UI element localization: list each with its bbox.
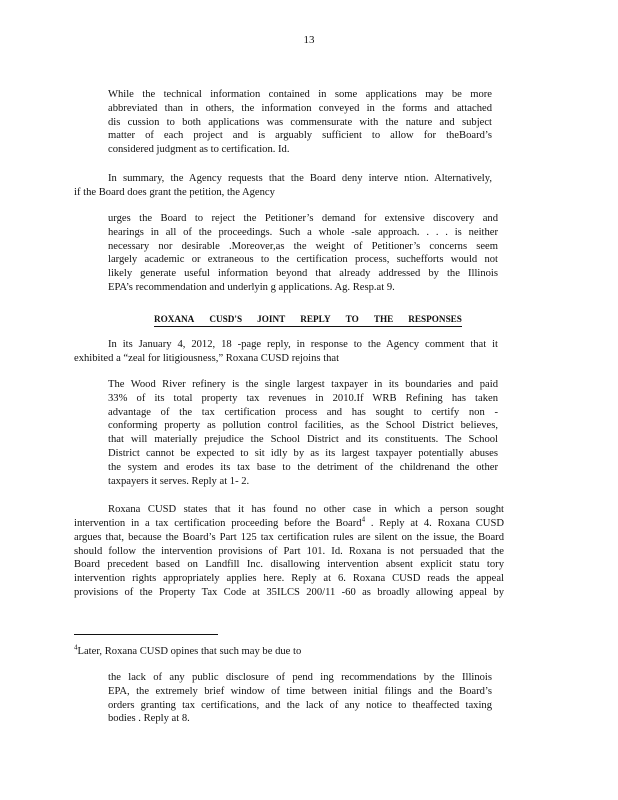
text-line: argues that, because the Board’s Part 125 tax certification rules are silent on the issue, the Board	[74, 531, 504, 543]
block-quote-roxana	[108, 378, 498, 488]
text-line: hearings in all of the proceedings. Such a whole -sale approach. . . . is neither	[108, 226, 498, 238]
text-fragment: intervention in a tax certification proceeding before the Board	[74, 518, 362, 529]
text-line: conforming property as pollution control facilities, as the School District believes,	[108, 420, 498, 432]
text-line: orders granting tax certifications, and the lack of any notice to theaffected taxing	[108, 699, 492, 711]
heading-word: CUSD'S	[209, 314, 243, 324]
text-line: provisions of the Property Tax Code at 35ILCS 200/11 -60 as broadly allowing appeal by	[74, 586, 504, 598]
text-line: The Wood River refinery is the single largest taxpayer in its boundaries and paid	[108, 379, 498, 390]
text-line: necessary nor desirable .Moreover,as the weight of Petitioner’s concerns seem	[108, 240, 498, 252]
heading-word: TO	[345, 314, 359, 324]
text-line: Board precedent based on Landfill Inc. disallowing intervention absent explicit statu tory	[74, 559, 504, 571]
text-line: should follow the intervention provisions of Part 101. Id. Roxana is not persuaded that the	[74, 545, 504, 557]
text-line: District cannot be expected to sit idly by as its largest taxpayer potentially abuses	[108, 447, 498, 459]
text-line: the lack of any public disclosure of pend ing recommendations by the Illinois	[108, 672, 492, 683]
heading-word: REPLY	[300, 314, 331, 324]
text-line: considered judgment as to certification. Id.	[108, 144, 290, 156]
text-line: Roxana CUSD states that it has found no other case in which a person sought	[108, 504, 504, 515]
text-line: taxpayers it serves. Reply at 1- 2.	[108, 475, 250, 487]
paragraph-reply-cont	[74, 352, 504, 366]
text-line: exhibited a “zeal for litigiousness,” Roxana CUSD rejoins that	[74, 353, 340, 364]
section-heading	[154, 312, 462, 327]
paragraph-summary	[108, 172, 492, 186]
text-line: abbreviated than in others, the information conveyed in the forms and attached	[108, 102, 492, 114]
text-line: EPA’s recommendation and underlyin g applications. Ag. Resp.at 9.	[108, 281, 395, 293]
text-line: if the Board does grant the petition, the Agency	[74, 187, 275, 198]
text-line: likely generate useful information beyond that already addressed by the Illinois	[108, 268, 498, 280]
text-line	[74, 517, 504, 531]
text-line: advantage of the tax certification process and has sought to certify non -	[108, 406, 498, 418]
paragraph-summary-cont	[74, 186, 504, 200]
paragraph-reply	[108, 338, 498, 352]
text-line: 33% of its total property tax revenues in 2010.If WRB Refining has taken	[108, 392, 498, 404]
footnote-quote	[108, 671, 492, 726]
block-quote-agency	[108, 212, 498, 295]
page-number: 13	[303, 34, 315, 46]
text-line: dis cussion to both applications was commensurate with the nature and subject	[108, 116, 492, 128]
heading-word: RESPONSES	[408, 314, 462, 324]
paragraph-roxana-states-cont	[74, 517, 504, 600]
paragraph-technical-information	[108, 88, 492, 157]
footnote-separator	[74, 634, 218, 635]
footnote-reference[interactable]: 4	[361, 515, 366, 524]
heading-word: JOINT	[257, 314, 286, 324]
text-fragment: Later, Roxana CUSD opines that such may be due to	[77, 646, 302, 657]
heading-word: ROXANA	[154, 314, 195, 324]
text-line: matter of each project and is arguably sufficient to allow for theBoard’s	[108, 130, 492, 142]
footnote-line	[74, 645, 301, 659]
text-line: bodies . Reply at 8.	[108, 713, 190, 725]
footnote-number: 4	[74, 643, 78, 652]
paragraph-roxana-states	[108, 503, 504, 517]
text-line: urges the Board to reject the Petitioner’s demand for extensive discovery and	[108, 213, 498, 224]
text-line: largely academic or extraneous to the certification process, suchefforts would not	[108, 254, 498, 266]
heading-word: THE	[373, 314, 394, 324]
text-line: In its January 4, 2012, 18 -page reply, in response to the Agency comment that it	[108, 339, 498, 350]
text-line: that will materially prejudice the School District and its constituents. The School	[108, 434, 498, 446]
text-line: In summary, the Agency requests that the Board deny interve ntion. Alternatively,	[108, 173, 492, 184]
text-line: EPA, the extremely brief window of time between initial filings and the Board’s	[108, 685, 492, 697]
text-line: While the technical information contained in some applications may be more	[108, 89, 492, 100]
text-line: the system and erodes its tax base to the detriment of the childrenand the other	[108, 461, 498, 473]
text-fragment: . Reply at 4. Roxana CUSD	[365, 518, 504, 529]
text-line: intervention rights appropriately applies here. Reply at 6. Roxana CUSD reads the appeal	[74, 573, 504, 585]
